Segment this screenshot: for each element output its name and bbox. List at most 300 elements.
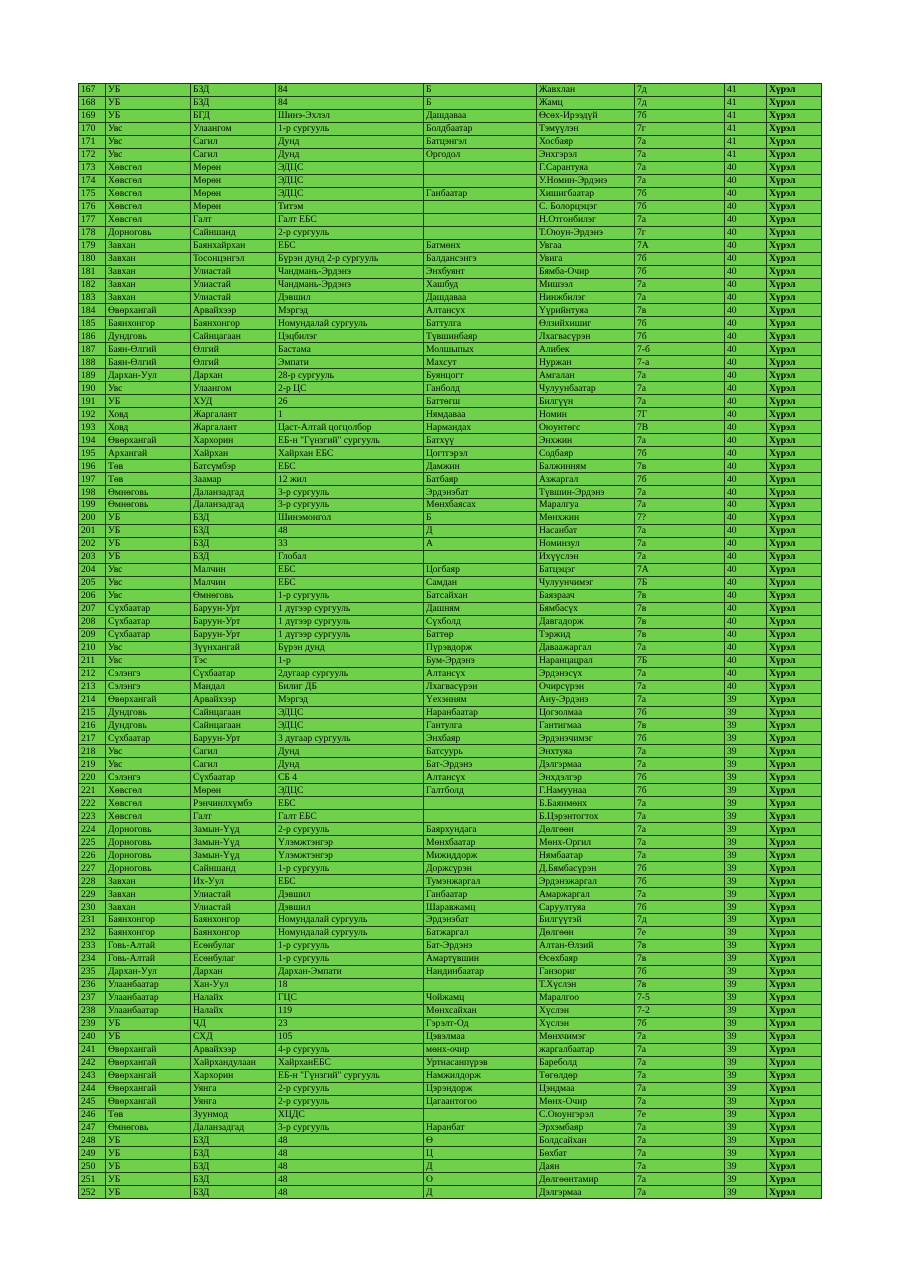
table-row bbox=[79, 174, 822, 187]
teacher-cell bbox=[424, 161, 537, 174]
class-cell: 7а bbox=[635, 667, 725, 680]
medal-cell: Хүрэл bbox=[767, 447, 822, 460]
province-cell: Хөвсгөл bbox=[106, 810, 191, 823]
student-cell: Амаржаргал bbox=[537, 888, 635, 901]
rank-cell: 233 bbox=[79, 939, 106, 952]
school-cell: 2-р сургууль bbox=[276, 1095, 424, 1108]
class-cell: 7Г bbox=[635, 408, 725, 421]
student-cell: Мөнх-Очир bbox=[537, 1095, 635, 1108]
teacher-cell: Цэвэлмаа bbox=[424, 1030, 537, 1043]
score-cell: 40 bbox=[725, 628, 767, 641]
rank-cell: 210 bbox=[79, 641, 106, 654]
school-cell: 33 bbox=[276, 537, 424, 550]
province-cell: Увс bbox=[106, 641, 191, 654]
class-cell: 7д bbox=[635, 96, 725, 109]
student-cell: Түвшин-Эрдэнэ bbox=[537, 486, 635, 499]
medal-cell: Хүрэл bbox=[767, 317, 822, 330]
medal-cell: Хүрэл bbox=[767, 369, 822, 382]
rank-cell: 244 bbox=[79, 1082, 106, 1095]
score-cell: 40 bbox=[725, 213, 767, 226]
score-cell: 40 bbox=[725, 654, 767, 667]
school-cell: Чандмань-Эрдэнэ bbox=[276, 265, 424, 278]
student-cell: Эрдэнэсүх bbox=[537, 667, 635, 680]
rank-cell: 192 bbox=[79, 408, 106, 421]
student-cell: Давгадорж bbox=[537, 615, 635, 628]
class-cell: 7а bbox=[635, 499, 725, 512]
province-cell: Өмнөговь bbox=[106, 1121, 191, 1134]
table-row bbox=[79, 473, 822, 486]
rank-cell: 188 bbox=[79, 356, 106, 369]
rank-cell: 246 bbox=[79, 1108, 106, 1121]
score-cell: 39 bbox=[725, 1004, 767, 1017]
table-row bbox=[79, 161, 822, 174]
student-cell: Балжинням bbox=[537, 460, 635, 473]
district-cell: Хайрхан bbox=[191, 447, 276, 460]
province-cell: Завхан bbox=[106, 278, 191, 291]
table-row bbox=[79, 602, 822, 615]
score-cell: 40 bbox=[725, 524, 767, 537]
district-cell: Баруун-Урт bbox=[191, 615, 276, 628]
class-cell: 7б bbox=[635, 473, 725, 486]
student-cell: Жавхлан bbox=[537, 84, 635, 97]
score-cell: 40 bbox=[725, 382, 767, 395]
teacher-cell: Лхагвасүрэн bbox=[424, 680, 537, 693]
district-cell: Сайнцагаан bbox=[191, 719, 276, 732]
table-row bbox=[79, 576, 822, 589]
rank-cell: 202 bbox=[79, 537, 106, 550]
score-cell: 40 bbox=[725, 187, 767, 200]
table-row bbox=[79, 278, 822, 291]
medal-cell: Хүрэл bbox=[767, 823, 822, 836]
school-cell: Дархан-Эмпати bbox=[276, 965, 424, 978]
school-cell: 1 дүгээр сургууль bbox=[276, 628, 424, 641]
table-row bbox=[79, 965, 822, 978]
rank-cell: 230 bbox=[79, 901, 106, 914]
score-cell: 39 bbox=[725, 1186, 767, 1199]
province-cell: Увс bbox=[106, 589, 191, 602]
student-cell: Н.Отгонбилэг bbox=[537, 213, 635, 226]
student-cell: Өсөхбаяр bbox=[537, 952, 635, 965]
school-cell: ЭДЦС bbox=[276, 706, 424, 719]
score-cell: 39 bbox=[725, 706, 767, 719]
score-cell: 40 bbox=[725, 486, 767, 499]
province-cell: Завхан bbox=[106, 239, 191, 252]
district-cell: Сайнцагаан bbox=[191, 706, 276, 719]
school-cell: 48 bbox=[276, 1134, 424, 1147]
rank-cell: 223 bbox=[79, 810, 106, 823]
province-cell: Төв bbox=[106, 473, 191, 486]
table-row bbox=[79, 200, 822, 213]
table-row bbox=[79, 952, 822, 965]
score-cell: 40 bbox=[725, 641, 767, 654]
class-cell: 7? bbox=[635, 511, 725, 524]
district-cell: Баянхонгор bbox=[191, 926, 276, 939]
school-cell: 3-р сургууль bbox=[276, 499, 424, 512]
province-cell: Улаанбаатар bbox=[106, 978, 191, 991]
rank-cell: 211 bbox=[79, 654, 106, 667]
student-cell: Дөлгөөн bbox=[537, 926, 635, 939]
medal-cell: Хүрэл bbox=[767, 719, 822, 732]
score-cell: 40 bbox=[725, 421, 767, 434]
teacher-cell bbox=[424, 810, 537, 823]
table-row bbox=[79, 797, 822, 810]
score-cell: 39 bbox=[725, 1069, 767, 1082]
medal-cell: Хүрэл bbox=[767, 1004, 822, 1017]
school-cell: Глобал bbox=[276, 550, 424, 563]
class-cell: 7в bbox=[635, 602, 725, 615]
medal-cell: Хүрэл bbox=[767, 563, 822, 576]
province-cell: Төв bbox=[106, 460, 191, 473]
class-cell: 7а bbox=[635, 382, 725, 395]
rank-cell: 236 bbox=[79, 978, 106, 991]
district-cell: БЗД bbox=[191, 524, 276, 537]
medal-cell: Хүрэл bbox=[767, 84, 822, 97]
class-cell: 7а bbox=[635, 1082, 725, 1095]
medal-cell: Хүрэл bbox=[767, 628, 822, 641]
province-cell: Баянхонгор bbox=[106, 914, 191, 927]
medal-cell: Хүрэл bbox=[767, 187, 822, 200]
school-cell: 1-р сургууль bbox=[276, 862, 424, 875]
medal-cell: Хүрэл bbox=[767, 576, 822, 589]
medal-cell: Хүрэл bbox=[767, 952, 822, 965]
class-cell: 7е bbox=[635, 1108, 725, 1121]
province-cell: Өвөрхангай bbox=[106, 434, 191, 447]
score-cell: 39 bbox=[725, 1017, 767, 1030]
school-cell: ЕБС bbox=[276, 576, 424, 589]
class-cell: 7а bbox=[635, 213, 725, 226]
rank-cell: 213 bbox=[79, 680, 106, 693]
student-cell: Бөхбат bbox=[537, 1147, 635, 1160]
district-cell: БЗД bbox=[191, 1147, 276, 1160]
province-cell: УБ bbox=[106, 84, 191, 97]
school-cell: 18 bbox=[276, 978, 424, 991]
teacher-cell: Баттөр bbox=[424, 628, 537, 641]
medal-cell: Хүрэл bbox=[767, 991, 822, 1004]
student-cell: Чулуунчимэг bbox=[537, 576, 635, 589]
medal-cell: Хүрэл bbox=[767, 978, 822, 991]
table-row bbox=[79, 1108, 822, 1121]
student-cell: Б.Баянмөнх bbox=[537, 797, 635, 810]
table-row bbox=[79, 745, 822, 758]
teacher-cell: Нандинбаатар bbox=[424, 965, 537, 978]
table-row bbox=[79, 226, 822, 239]
province-cell: Сүхбаатар bbox=[106, 602, 191, 615]
table-row bbox=[79, 758, 822, 771]
province-cell: Дорноговь bbox=[106, 862, 191, 875]
teacher-cell: Эрдэнэбат bbox=[424, 486, 537, 499]
teacher-cell: Самдан bbox=[424, 576, 537, 589]
medal-cell: Хүрэл bbox=[767, 1121, 822, 1134]
rank-cell: 235 bbox=[79, 965, 106, 978]
student-cell: Мөнхжин bbox=[537, 511, 635, 524]
student-cell: Г.Сарантуяа bbox=[537, 161, 635, 174]
school-cell: 23 bbox=[276, 1017, 424, 1030]
score-cell: 39 bbox=[725, 836, 767, 849]
class-cell: 7а bbox=[635, 1030, 725, 1043]
province-cell: Завхан bbox=[106, 875, 191, 888]
class-cell: 7б bbox=[635, 784, 725, 797]
district-cell: Сагил bbox=[191, 758, 276, 771]
score-cell: 40 bbox=[725, 576, 767, 589]
score-cell: 40 bbox=[725, 667, 767, 680]
teacher-cell: Махсут bbox=[424, 356, 537, 369]
province-cell: УБ bbox=[106, 511, 191, 524]
table-row bbox=[79, 343, 822, 356]
teacher-cell: мөнх-очир bbox=[424, 1043, 537, 1056]
school-cell: ГЦС bbox=[276, 991, 424, 1004]
teacher-cell: Балдансэнгэ bbox=[424, 252, 537, 265]
score-cell: 39 bbox=[725, 952, 767, 965]
medal-cell: Хүрэл bbox=[767, 602, 822, 615]
teacher-cell: Дашдаваа bbox=[424, 109, 537, 122]
rank-cell: 221 bbox=[79, 784, 106, 797]
class-cell: 7а bbox=[635, 524, 725, 537]
province-cell: УБ bbox=[106, 1160, 191, 1173]
score-cell: 39 bbox=[725, 719, 767, 732]
rank-cell: 209 bbox=[79, 628, 106, 641]
school-cell: 48 bbox=[276, 1147, 424, 1160]
rank-cell: 181 bbox=[79, 265, 106, 278]
score-cell: 40 bbox=[725, 161, 767, 174]
rank-cell: 249 bbox=[79, 1147, 106, 1160]
table-row bbox=[79, 836, 822, 849]
medal-cell: Хүрэл bbox=[767, 550, 822, 563]
class-cell: 7г bbox=[635, 122, 725, 135]
district-cell: БЗД bbox=[191, 550, 276, 563]
student-cell: Хишигбаатар bbox=[537, 187, 635, 200]
student-cell: Цэндмаа bbox=[537, 1082, 635, 1095]
score-cell: 40 bbox=[725, 473, 767, 486]
medal-cell: Хүрэл bbox=[767, 524, 822, 537]
district-cell: БЗД bbox=[191, 84, 276, 97]
province-cell: Сүхбаатар bbox=[106, 615, 191, 628]
teacher-cell: Дамжин bbox=[424, 460, 537, 473]
teacher-cell: Баярхундага bbox=[424, 823, 537, 836]
class-cell: 7а bbox=[635, 823, 725, 836]
district-cell: ХУД bbox=[191, 395, 276, 408]
school-cell: Бастама bbox=[276, 343, 424, 356]
province-cell: Өвөрхангай bbox=[106, 1043, 191, 1056]
teacher-cell bbox=[424, 213, 537, 226]
table-row bbox=[79, 447, 822, 460]
teacher-cell: Нямдаваа bbox=[424, 408, 537, 421]
table-row bbox=[79, 1095, 822, 1108]
teacher-cell bbox=[424, 200, 537, 213]
district-cell: Тэс bbox=[191, 654, 276, 667]
district-cell: БЗД bbox=[191, 537, 276, 550]
medal-cell: Хүрэл bbox=[767, 239, 822, 252]
teacher-cell: Алтансух bbox=[424, 304, 537, 317]
student-cell: Мөнх-Оргил bbox=[537, 836, 635, 849]
teacher-cell: Энхбуянт bbox=[424, 265, 537, 278]
class-cell: 7а bbox=[635, 1069, 725, 1082]
school-cell: Номундалай сургууль bbox=[276, 914, 424, 927]
class-cell: 7-2 bbox=[635, 1004, 725, 1017]
province-cell: Завхан bbox=[106, 291, 191, 304]
teacher-cell: Цогбаяр bbox=[424, 563, 537, 576]
medal-cell: Хүрэл bbox=[767, 356, 822, 369]
province-cell: Баян-Өлгий bbox=[106, 356, 191, 369]
school-cell: Дэвшил bbox=[276, 901, 424, 914]
score-cell: 40 bbox=[725, 434, 767, 447]
province-cell: Завхан bbox=[106, 901, 191, 914]
table-row bbox=[79, 1186, 822, 1199]
rank-cell: 169 bbox=[79, 109, 106, 122]
district-cell: Дархан bbox=[191, 965, 276, 978]
teacher-cell: Болдбаатар bbox=[424, 122, 537, 135]
medal-cell: Хүрэл bbox=[767, 784, 822, 797]
school-cell: ХайрханЕБС bbox=[276, 1056, 424, 1069]
class-cell: 7а bbox=[635, 1160, 725, 1173]
rank-cell: 189 bbox=[79, 369, 106, 382]
district-cell: Зуунмод bbox=[191, 1108, 276, 1121]
district-cell: Сагил bbox=[191, 745, 276, 758]
medal-cell: Хүрэл bbox=[767, 109, 822, 122]
class-cell: 7а bbox=[635, 434, 725, 447]
score-cell: 39 bbox=[725, 991, 767, 1004]
student-cell: Ихүүслэн bbox=[537, 550, 635, 563]
teacher-cell: Пүрэвдорж bbox=[424, 641, 537, 654]
rank-cell: 247 bbox=[79, 1121, 106, 1134]
district-cell: Мөрөн bbox=[191, 200, 276, 213]
table-row bbox=[79, 1004, 822, 1017]
class-cell: 7а bbox=[635, 278, 725, 291]
score-cell: 40 bbox=[725, 343, 767, 356]
rank-cell: 201 bbox=[79, 524, 106, 537]
district-cell: Есөнбулаг bbox=[191, 939, 276, 952]
table-row bbox=[79, 888, 822, 901]
school-cell: Эмпати bbox=[276, 356, 424, 369]
district-cell: Баянхонгор bbox=[191, 317, 276, 330]
medal-cell: Хүрэл bbox=[767, 1160, 822, 1173]
district-cell: Малчин bbox=[191, 563, 276, 576]
score-cell: 39 bbox=[725, 1147, 767, 1160]
school-cell: 2-р сургууль bbox=[276, 226, 424, 239]
score-cell: 40 bbox=[725, 680, 767, 693]
score-cell: 40 bbox=[725, 330, 767, 343]
medal-cell: Хүрэл bbox=[767, 200, 822, 213]
table-row bbox=[79, 239, 822, 252]
medal-cell: Хүрэл bbox=[767, 161, 822, 174]
student-cell: Дэлгэрмаа bbox=[537, 758, 635, 771]
class-cell: 7а bbox=[635, 1043, 725, 1056]
medal-cell: Хүрэл bbox=[767, 1186, 822, 1199]
teacher-cell: Түвшинбаяр bbox=[424, 330, 537, 343]
table-row bbox=[79, 1017, 822, 1030]
district-cell: Улиастай bbox=[191, 901, 276, 914]
rank-cell: 243 bbox=[79, 1069, 106, 1082]
table-row bbox=[79, 680, 822, 693]
province-cell: Увс bbox=[106, 382, 191, 395]
rank-cell: 231 bbox=[79, 914, 106, 927]
district-cell: Баруун-Урт bbox=[191, 732, 276, 745]
rank-cell: 224 bbox=[79, 823, 106, 836]
school-cell: 26 bbox=[276, 395, 424, 408]
province-cell: УБ bbox=[106, 537, 191, 550]
rank-cell: 239 bbox=[79, 1017, 106, 1030]
teacher-cell: Ганбаатар bbox=[424, 888, 537, 901]
class-cell: 7б bbox=[635, 771, 725, 784]
class-cell: 7б bbox=[635, 1017, 725, 1030]
district-cell: Малчин bbox=[191, 576, 276, 589]
school-cell: Билиг ДБ bbox=[276, 680, 424, 693]
score-cell: 40 bbox=[725, 602, 767, 615]
rank-cell: 242 bbox=[79, 1056, 106, 1069]
medal-cell: Хүрэл bbox=[767, 836, 822, 849]
medal-cell: Хүрэл bbox=[767, 343, 822, 356]
table-row bbox=[79, 291, 822, 304]
table-row bbox=[79, 499, 822, 512]
teacher-cell: Баттөгш bbox=[424, 395, 537, 408]
district-cell: Замын-Үүд bbox=[191, 823, 276, 836]
student-cell: Мөнхчимэг bbox=[537, 1030, 635, 1043]
student-cell: Азжаргал bbox=[537, 473, 635, 486]
district-cell: Налайх bbox=[191, 1004, 276, 1017]
class-cell: 7а bbox=[635, 680, 725, 693]
table-row bbox=[79, 330, 822, 343]
score-cell: 39 bbox=[725, 1134, 767, 1147]
province-cell: Өвөрхангай bbox=[106, 1095, 191, 1108]
rank-cell: 173 bbox=[79, 161, 106, 174]
student-cell: Ганзориг bbox=[537, 965, 635, 978]
teacher-cell: Нармандах bbox=[424, 421, 537, 434]
school-cell: ЕБ-н "Гүнзгий" сургууль bbox=[276, 434, 424, 447]
district-cell: Сагил bbox=[191, 148, 276, 161]
district-cell: Даланзадгад bbox=[191, 486, 276, 499]
student-cell: Увгаа bbox=[537, 239, 635, 252]
medal-cell: Хүрэл bbox=[767, 252, 822, 265]
rank-cell: 212 bbox=[79, 667, 106, 680]
rank-cell: 204 bbox=[79, 563, 106, 576]
student-cell: Номин bbox=[537, 408, 635, 421]
class-cell: 7а bbox=[635, 135, 725, 148]
school-cell: 1 дүгээр сургууль bbox=[276, 602, 424, 615]
school-cell: 1-р сургууль bbox=[276, 939, 424, 952]
rank-cell: 238 bbox=[79, 1004, 106, 1017]
medal-cell: Хүрэл bbox=[767, 226, 822, 239]
teacher-cell: Ганболд bbox=[424, 382, 537, 395]
table-row bbox=[79, 589, 822, 602]
province-cell: Өмнөговь bbox=[106, 486, 191, 499]
school-cell: 105 bbox=[276, 1030, 424, 1043]
class-cell: 7б bbox=[635, 965, 725, 978]
student-cell: Лхагвасүрэн bbox=[537, 330, 635, 343]
province-cell: Увс bbox=[106, 563, 191, 576]
teacher-cell: Буянцогт bbox=[424, 369, 537, 382]
school-cell: 48 bbox=[276, 1160, 424, 1173]
class-cell: 7в bbox=[635, 304, 725, 317]
student-cell: Увига bbox=[537, 252, 635, 265]
province-cell: Увс bbox=[106, 654, 191, 667]
medal-cell: Хүрэл bbox=[767, 213, 822, 226]
school-cell: Дэвшил bbox=[276, 291, 424, 304]
class-cell: 7б bbox=[635, 706, 725, 719]
score-cell: 39 bbox=[725, 1030, 767, 1043]
score-cell: 39 bbox=[725, 1121, 767, 1134]
school-cell: ЭДЦС bbox=[276, 784, 424, 797]
class-cell: 7а bbox=[635, 1056, 725, 1069]
medal-cell: Хүрэл bbox=[767, 148, 822, 161]
rank-cell: 207 bbox=[79, 602, 106, 615]
medal-cell: Хүрэл bbox=[767, 615, 822, 628]
table-row bbox=[79, 641, 822, 654]
teacher-cell: Үехэнням bbox=[424, 693, 537, 706]
district-cell: Сүхбаатар bbox=[191, 771, 276, 784]
district-cell: Хархорин bbox=[191, 434, 276, 447]
district-cell: Сайншанд bbox=[191, 862, 276, 875]
medal-cell: Хүрэл bbox=[767, 693, 822, 706]
medal-cell: Хүрэл bbox=[767, 901, 822, 914]
